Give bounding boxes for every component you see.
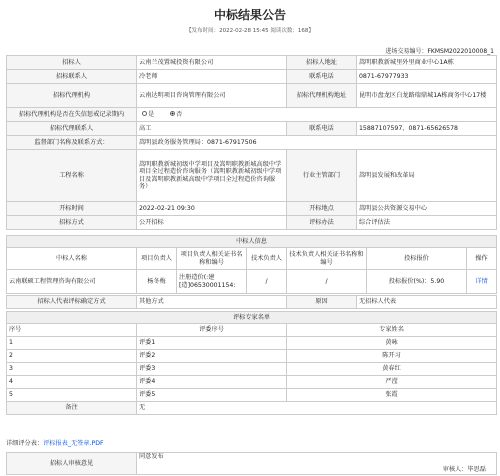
project-label: 工程名称 — [7, 150, 137, 202]
table-row — [7, 350, 497, 363]
experts-col-no: 序号 — [7, 324, 137, 337]
expert-no: 4 — [7, 376, 137, 389]
detail-row — [6, 438, 104, 447]
winner-table — [6, 235, 497, 294]
winner-cert: 注册造价(:建[造]06530001154: — [177, 270, 247, 294]
agent-contact-value: 高工 — [137, 122, 287, 136]
tenderer-addr-label: 招标人地址 — [287, 56, 357, 70]
dept-value: 嵩明县发展和改革局 — [357, 150, 497, 202]
review-table — [6, 452, 497, 475]
open-time-value: 2022-02-21 09:30 — [137, 202, 287, 216]
reviewer: 审核人：毕思磊 — [442, 465, 486, 473]
reason-label: 原因 — [287, 296, 357, 309]
winner-section-title: 中标人信息 — [7, 236, 497, 248]
expert-name: 黄春红 — [287, 363, 497, 376]
winner-col-price: 投标报价 — [367, 248, 467, 270]
review-label: 招标人审核意见 — [7, 453, 137, 475]
winner-price: 投标报价(%)：5.90 — [367, 270, 467, 294]
table-row — [7, 363, 497, 376]
detail-label: 详细评分表： — [6, 440, 44, 447]
agency-label: 招标代理机构 — [7, 84, 137, 108]
expert-no: 1 — [7, 337, 137, 350]
expert-no: 3 — [7, 363, 137, 376]
publish-meta: 【发布时间：2022-02-28 15:45 阅读次数：168】 — [186, 28, 314, 34]
eval-label: 评标办法 — [287, 216, 357, 230]
expert-name: 张霞 — [287, 389, 497, 402]
agent-contact-label: 招标代理联系人 — [7, 122, 137, 136]
expert-no: 2 — [7, 350, 137, 363]
expert-judge: 评委2 — [137, 350, 287, 363]
expert-no: 5 — [7, 389, 137, 402]
method-value: 公开招标 — [137, 216, 287, 230]
reason-value: 无招标人代表 — [357, 296, 497, 309]
supervise-value: 嵩明县政务服务管理局：0871-67917506 — [137, 136, 497, 150]
experts-table — [6, 311, 497, 415]
winner-detail-link[interactable]: 详情 — [467, 270, 497, 294]
dishonest-options — [137, 108, 497, 122]
table-row — [7, 389, 497, 402]
expert-name: 黄咏 — [287, 337, 497, 350]
tenderer-label: 招标人 — [7, 56, 137, 70]
tenderer-value: 云南兰茂置城投资有限公司 — [137, 56, 287, 70]
winner-col-op: 操作 — [467, 248, 497, 270]
supervise-label: 监督部门名称及联系方式： — [7, 136, 137, 150]
expert-judge: 评委3 — [137, 363, 287, 376]
winner-col-manager: 项目负责人 — [137, 248, 177, 270]
table-row — [7, 337, 497, 350]
open-time-label: 开标时间 — [7, 202, 137, 216]
contact-phone-label: 联系电话 — [287, 70, 357, 84]
project-value: 嵩明职教新城初级中学项目及嵩明职教新城高级中学项目全过程造价咨询服务（嵩明职教新城初级中学项目及嵩明职教新城高级中学项目全过程造价咨询服务） — [137, 150, 287, 202]
expert-name: 严滢 — [287, 376, 497, 389]
eval-value: 综合评估法 — [357, 216, 497, 230]
winner-tech: / — [247, 270, 287, 294]
radio-no[interactable] — [170, 111, 175, 116]
radio-yes[interactable] — [142, 111, 147, 116]
trade-serial: 进场交易编号：FKMSM2022010008_1 — [385, 48, 494, 55]
winner-col-cert: 项目负责人相关证书名称和编号 — [177, 248, 247, 270]
dishonest-label: 招标代理机构是否在失信惩戒记录期内 — [7, 108, 137, 122]
winner-tech-cert: / — [287, 270, 367, 294]
rep-label: 招标人代表评标确定方式 — [7, 296, 137, 309]
contact-label: 招标联系人 — [7, 70, 137, 84]
rep-value: 其他方式 — [137, 296, 287, 309]
contact-value: 冷老师 — [137, 70, 287, 84]
note-value: 无 — [137, 402, 497, 415]
expert-judge: 评委5 — [137, 389, 287, 402]
info-table — [6, 55, 497, 230]
open-place-label: 开标地点 — [287, 202, 357, 216]
detail-pdf-link[interactable]: 评标报表_无签章.PDF — [43, 440, 104, 447]
open-place-value: 嵩明县公共资源交易中心 — [357, 202, 497, 216]
expert-judge: 评委4 — [137, 376, 287, 389]
experts-section-title: 评标专家名单 — [7, 312, 497, 324]
contact-phone-value: 0871-67977933 — [357, 70, 497, 84]
table-row — [7, 376, 497, 389]
winner-name: 云南联硕工程管理咨询有限公司 — [7, 270, 137, 294]
experts-col-name: 专家姓名 — [287, 324, 497, 337]
radio-yes-label: 是 — [148, 110, 155, 118]
expert-name: 陈开习 — [287, 350, 497, 363]
radio-no-label: 否 — [176, 110, 183, 118]
note-label: 备注 — [7, 402, 137, 415]
agent-phone-label: 联系电话 — [287, 122, 357, 136]
agency-addr-value: 昆明市盘龙区白龙路瑞鼎城1A栋商务中心17楼 — [357, 84, 497, 108]
rep-table — [6, 295, 497, 309]
review-value: 同意发布 — [139, 453, 164, 460]
dept-label: 行业主管部门 — [287, 150, 357, 202]
winner-manager: 杨冬梅 — [137, 270, 177, 294]
agency-addr-label: 招标代理机构地址 — [287, 84, 357, 108]
winner-col-name: 中标人名称 — [7, 248, 137, 270]
method-label: 招标方式 — [7, 216, 137, 230]
agent-phone-value: 15887107597、0871-65626578 — [357, 122, 497, 136]
page-title: 中标结果公告 — [213, 8, 286, 22]
winner-col-tech-cert: 技术负责人相关证书名称和编号 — [287, 248, 367, 270]
experts-col-judge: 评委序号 — [137, 324, 287, 337]
winner-col-tech: 技术负责人 — [247, 248, 287, 270]
agency-value: 云南达明项目咨询管理有限公司 — [137, 84, 287, 108]
tenderer-addr-value: 嵩明职教新城里外里商业中心1A栋 — [357, 56, 497, 70]
review-cell — [137, 453, 497, 475]
expert-judge: 评委1 — [137, 337, 287, 350]
